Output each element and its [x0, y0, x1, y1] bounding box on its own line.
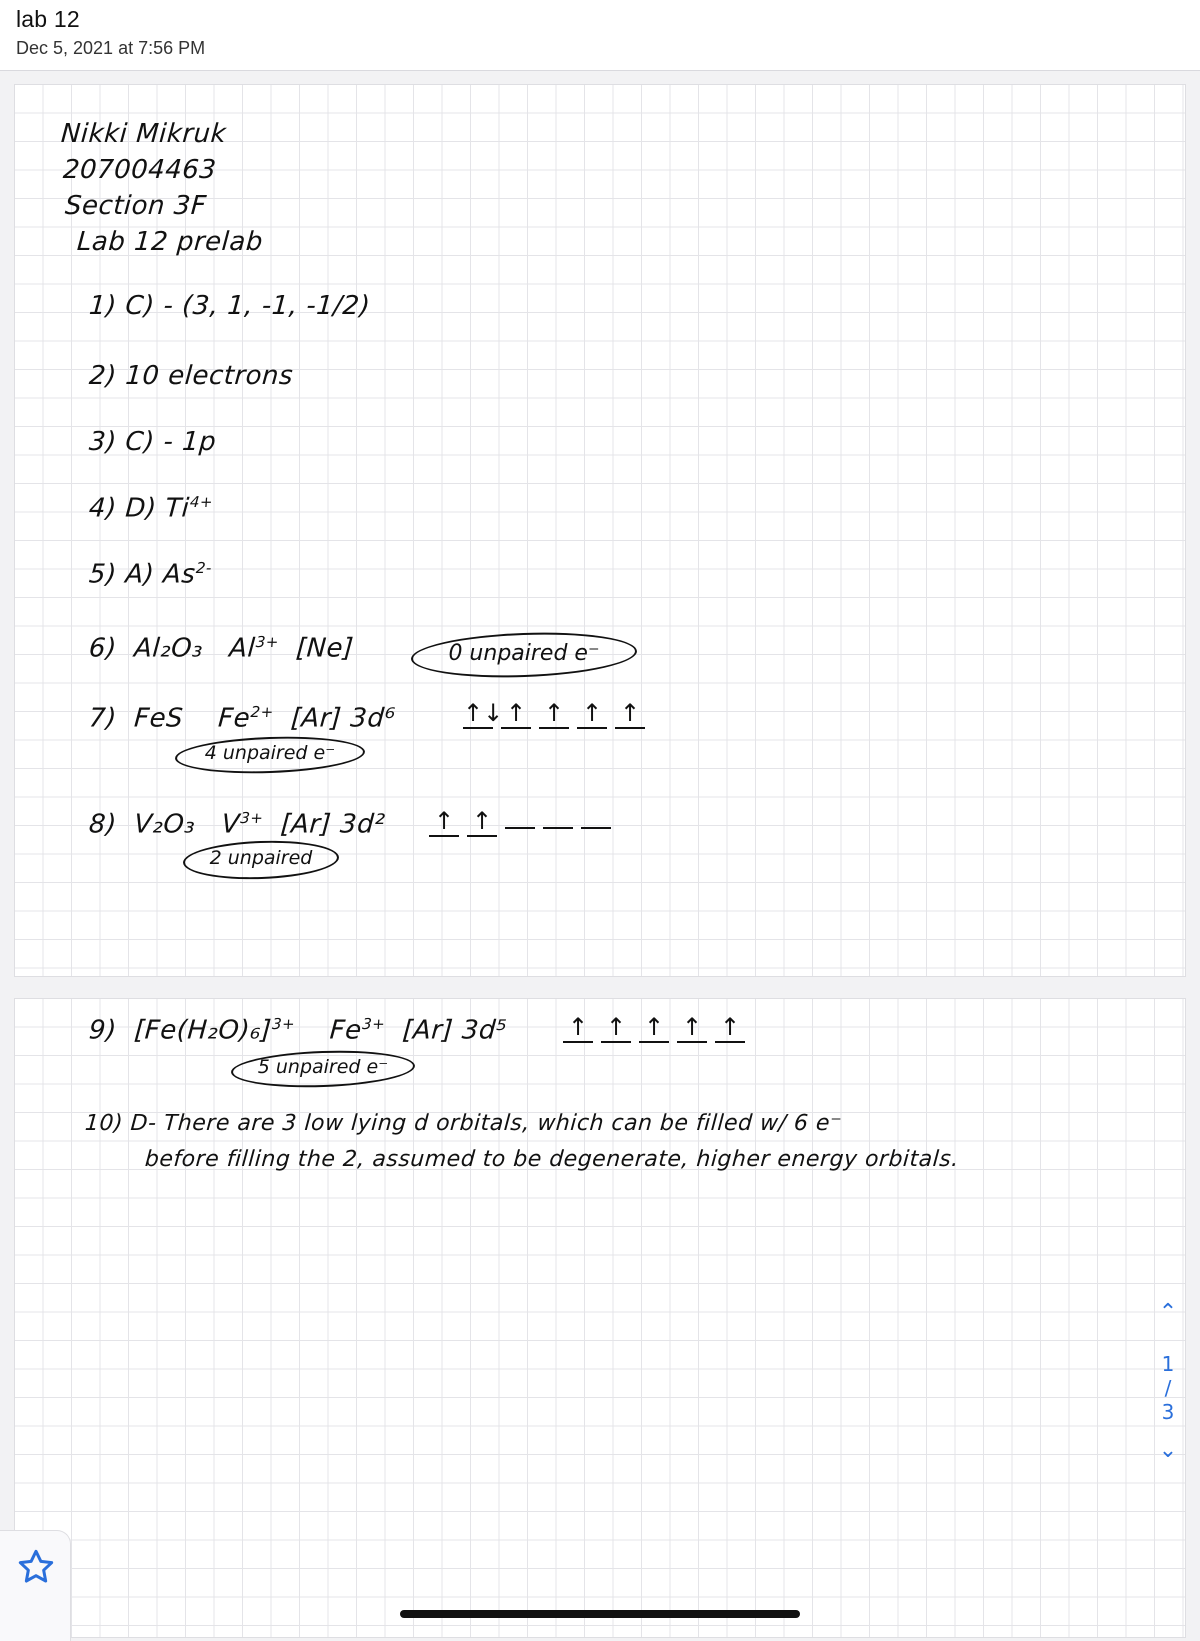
page-navigator — [1150, 1300, 1186, 1480]
page-total: 3 — [1161, 1400, 1175, 1424]
answer-5: 5) A) $As^{2-}$ — [87, 559, 213, 590]
answer-9: 9) $[Fe(H_2O)_6]^{3+}$ $Fe^{3+}$ [Ar] 3d⁵ — [87, 1015, 508, 1046]
circled-text-7: 4 unpaired e⁻ — [204, 742, 336, 764]
answer-3: 3) C) - 1p — [87, 427, 218, 457]
answer-10-line-1: 10) D- There are 3 low lying d orbitals, which can be filled w/ 6 e⁻ — [84, 1111, 843, 1136]
orbital-slot: ↑ — [601, 1013, 631, 1043]
answer-10-line-2: before filling the 2, assumed to be degenerate, higher energy orbitals. — [144, 1147, 960, 1172]
answer-8: 8) V₂O₃ $V^{3+}$ [Ar] 3d² — [87, 809, 387, 840]
answer-7: 7) FeS $Fe^{2+}$ [Ar] 3d⁶ — [87, 703, 397, 734]
note-header — [0, 0, 1200, 71]
circled-text-6: 0 unpaired e⁻ — [448, 641, 600, 666]
orbital-slot: ↑ — [577, 699, 607, 729]
student-name: Nikki Mikruk — [59, 119, 228, 149]
section-label: Section 3F — [63, 191, 208, 221]
orbital-slot — [581, 827, 611, 829]
favorite-panel — [0, 1530, 71, 1641]
note-page-2[interactable] — [14, 998, 1186, 1638]
orbital-slot: ↑ — [467, 807, 497, 837]
orbital-slot: ↑ — [677, 1013, 707, 1043]
orbital-slot — [505, 827, 535, 829]
note-date: Dec 5, 2021 at 7:56 PM — [16, 38, 206, 58]
orbital-slot — [543, 827, 573, 829]
circled-text-9: 5 unpaired e⁻ — [257, 1056, 389, 1078]
chevron-up-icon[interactable]: ⌃ — [1158, 1300, 1178, 1325]
note-page-1[interactable] — [14, 84, 1186, 977]
star-icon[interactable] — [16, 1547, 56, 1587]
orbital-diagram-9 — [563, 1013, 753, 1043]
orbital-slot: ↑ — [429, 807, 459, 837]
circled-text-8: 2 unpaired — [209, 847, 313, 869]
orbital-slot: ↑↓ — [463, 699, 504, 727]
answer-1: 1) C) - (3, 1, -1, -1/2) — [87, 291, 372, 321]
answer-2: 2) 10 electrons — [87, 361, 295, 391]
home-indicator[interactable] — [400, 1610, 800, 1618]
answer-6: 6) Al₂O₃ $Al^{3+}$ [Ne] — [87, 633, 355, 664]
orbital-diagram-8 — [429, 807, 619, 837]
orbital-slot: ↑ — [539, 699, 569, 729]
answer-4: 4) D) $Ti^{4+}$ — [87, 493, 214, 524]
student-id: 207004463 — [61, 155, 218, 185]
page-current: 1 — [1161, 1352, 1175, 1376]
lab-label: Lab 12 prelab — [75, 227, 264, 257]
orbital-diagram-7 — [463, 699, 653, 729]
orbital-slot: ↑ — [715, 1013, 745, 1043]
note-title: lab 12 — [16, 6, 80, 32]
chevron-down-icon[interactable]: ⌄ — [1158, 1438, 1178, 1463]
page-separator: / — [1164, 1376, 1172, 1400]
orbital-slot: ↑ — [639, 1013, 669, 1043]
orbital-slot: ↑ — [615, 699, 645, 729]
orbital-slot: ↑ — [563, 1013, 593, 1043]
orbital-slot: ↑ — [501, 699, 531, 729]
